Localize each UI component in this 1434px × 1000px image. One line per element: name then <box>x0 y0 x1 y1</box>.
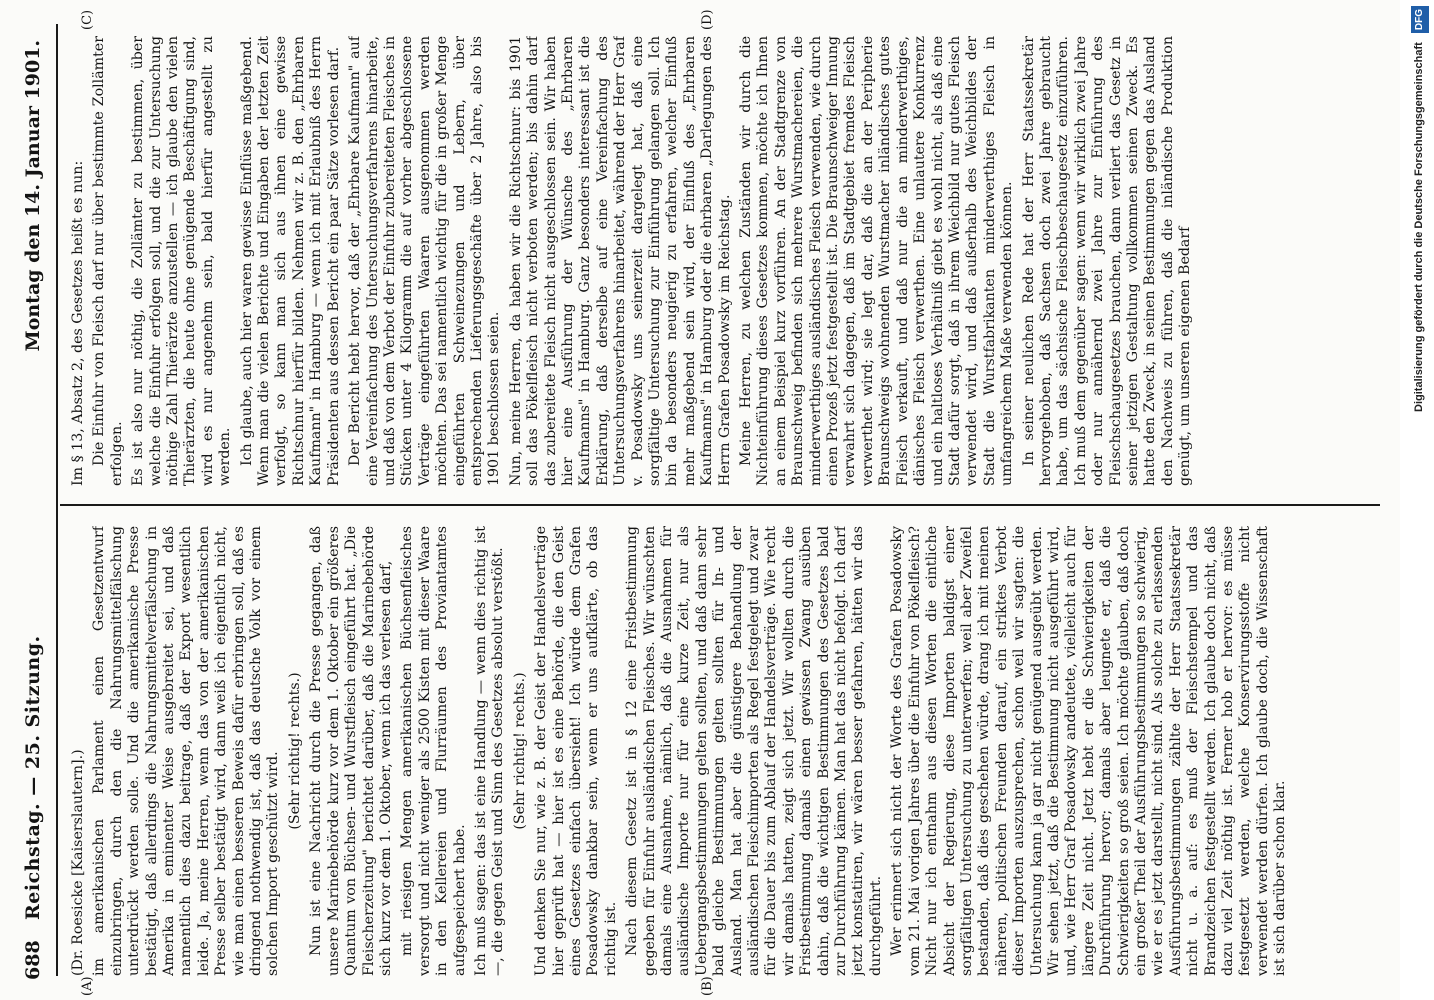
right-text-column <box>70 36 1380 486</box>
paragraph: (Sehr richtig! rechts.) <box>286 672 303 830</box>
margin-mark-a: (A) <box>80 976 95 996</box>
paragraph: (Dr. Roesicke [Kaiserslautern].) <box>70 749 86 976</box>
paragraph: Die Einfuhr von Fleisch darf nur über bestimmte Zollämter erfolgen. <box>91 36 125 486</box>
page-number: 688 <box>22 940 44 980</box>
margin-mark-c: (C) <box>80 9 95 30</box>
left-text-column <box>70 526 1380 976</box>
dfg-logo: DFG <box>1411 6 1429 33</box>
paragraph: Der Bericht hebt hervor, daß der „Ehrbare Kaufmann" auf eine Vereinfachung des Untersuchungsverfahrens hinarbeite, und daß von dem Verbot der Einfuhr zubereiteten Fleisches in Stücken unter 4 Kilogramm die auf vorher abgeschlossene Verträge eingeführten Waaren ausgenommen werden möchten. Das sei namentlich wichtig für die in großer Menge eingeführten Schweinezungen und Lebern, über entsprechenden Lieferungsgeschäfte über 2 Jahre, also bis 1901 beschlossen seien. <box>347 36 503 486</box>
paragraph: mit riesigen Mengen amerikanischen Büchsenfleisches versorgt und nicht weniger als 2500 Kisten mit dieser Waare in den Kellereien und Flurräumen des Proviantamtes aufgespeichert habe. <box>399 526 468 976</box>
paragraph: (Sehr richtig! rechts.) <box>511 672 528 830</box>
digitization-note: Digitalisierung gefördert durch die Deutsche Forschungsgemeinschaft <box>1413 42 1425 412</box>
paragraph: Nach diesem Gesetz ist in § 12 eine Fristbestimmung gegeben für Einfuhr ausländischen Fleisches. Wir wünschten damals eine Ausnahme, nämlich, daß die Ausnahmen für ausländische Importe nur für eine kurze Zeit, nur als Uebergangsbestimmungen gelten sollten, und daß dann sehr bald gleiche Bestimmungen gelten sollten für In- und Ausland. Man hat aber die günstigere Behandlung der ausländischen Fleischimporten als Regel festgelegt und zwar für die Dauer bis zum Ablauf der Handelsverträge. Wie recht wir damals hatten, zeigt sich jetzt. Wir wollten durch die Fristbestimmung damals einen gewissen Zwang ausüben dahin, daß die wichtigen Bestimmungen des Gesetzes bald zur Durchführung kämen. Man hat das nicht befolgt. Ich darf jetzt konstatiren, wir wären besser gefahren, hätten wir das durchgeführt. <box>624 526 884 976</box>
paragraph: Nun ist eine Nachricht durch die Presse gegangen, daß unsere Marinebehörde kurz vor dem 1. Oktober ein größeres Quantum von Büchsen- und Wurstfleisch eingeführt hat. „Die Fleischerzeitung" berichtet darüber, daß die Marinebehörde sich kurz vor dem 1. Oktober, wenn ich das verlesen darf, <box>308 526 394 976</box>
header-left-title: Reichstag. — 25. Sitzung. <box>22 635 44 920</box>
column-rule <box>60 504 1380 506</box>
page-header <box>14 40 54 980</box>
paragraph: Meine Herren, zu welchen Zuständen wir durch die Nichteinführung dieses Gesetzes kommen, möchte ich Ihnen an einem Beispiel kurz vorführen. An der Stadtgrenze von Braunschweig befinden sich mehrere Wurstmachereien, die minderwerthiges ausländisches Fleisch verwenden, wie durch einen Prozeß jetzt festgestellt ist. Die Braunschweiger Innung verwahrt sich dagegen, daß im Stadtgebiet fremdes Fleisch verwerthet wird; sie legt dar, daß die an der Peripherie Braunschweigs wohnenden Wurstmacher inländisches gutes Fleisch verkauft, und daß nur die an minderwerthiges, dänisches Fleisch verwerthen. Eine unlautere Konkurrenz und ein haltloses Verhältniß giebt es wohl nicht, als daß eine Stadt dafür sorgt, daß in ihrem Weichbild nur gutes Fleisch verwendet wird, und daß außerhalb des Weichbildes der Stadt die Wurstfabrikanten minderwerthiges Fleisch in umfangreichem Maße verwenden können. <box>738 36 1016 486</box>
paragraph: Ich glaube, auch hier waren gewisse Einflüsse maßgebend. Wenn man die vielen Berichte und Eingaben der letzten Zeit verfolgt, so kann man sich aus ihnen eine gewisse Richtschnur hierfür bilden. Nehmen wir z. B. den „Ehrbaren Kaufmann" in Hamburg — wenn ich mit Erlaubniß des Herrn Präsidenten aus dessen Bericht ein paar Sätze vorlesen darf. <box>238 36 342 486</box>
paragraph: Wer erinnert sich nicht der Worte des Grafen Posadowsky vom 21. Mai vorigen Jahres über die Einfuhr von Pökelfleisch? Nicht nur ich entnahm aus diesen Worten die eintliche Absicht der Regierung, diese Importen baldigst einer sorgfältigen Untersuchung zu unterwerfen; weil aber Zweifel bestanden, daß dies geschehen würde, drang ich mit meinen näheren, politischen Freunden darauf, ein striktes Verbot dieser Importen auszusprechen, schon weil wir sagten: die Untersuchung kann ja gar nicht genügend ausgeübt werden. Wir sehen jetzt, daß die Bestimmung nicht ausgeführt wird, und, wie Herr Graf Posadowsky andeutete, vielleicht auch für längere Zeit nicht. Jetzt hebt er die Schwierigkeiten der Durchführung hervor; damals aber leugnete er, daß die Schwierigkeiten so groß seien. Ich möchte glauben, daß doch ein großer Theil der Ausführungsbestimmungen so schwierig, wie er es jetzt darstellt, nicht sind. Als solche zu erlassenden Ausführungsbestimmungen zählte der Herr Staatssekretär nicht u. a. auf: es muß der Fleischstempel und das Brandzeichen festgestellt werden. Ich glaube doch nicht, daß dazu viel Zeit nöthig ist. Ferner hob er hervor: es müsse festgesetzt werden, welche Konservirungsstoffe nicht verwendet werden dürfen. Ich glaube doch, die Wissenschaft ist sich darüber schon klar. <box>889 526 1289 976</box>
paragraph: Und denken Sie nur, wie z. B. der Geist der Handelsverträge hier geprüft hat — hier ist es eine Behörde, die den Geist eines Gesetzes einfach übersieht! Ich würde dem Grafen Posadowsky dankbar sein, wenn er uns aufklärte, ob das richtig ist. <box>533 526 619 976</box>
header-rule <box>56 24 58 976</box>
header-right-title: Montag den 14. Januar 1901. <box>22 40 44 352</box>
paragraph: Es ist also nur nöthig, die Zollämter zu bestimmen, über welche die Einfuhr erfolgen soll, und die zur Untersuchung nöthige Zahl Thierärzte anzustellen — ich glaube den vielen Thierärzten, die heute ohne genügende Beschäftigung sind, wird es nur angenehm sein, bald hierfür angestellt zu werden. <box>130 36 234 486</box>
margin-mark-d: (D) <box>700 9 715 30</box>
paragraph: Im § 13, Absatz 2, des Gesetzes heißt es nun: <box>70 160 86 486</box>
paragraph: Ich muß sagen: das ist eine Handlung — wenn dies richtig ist —, die gegen Geist und Sinn des Gesetzes absolut verstößt. <box>472 526 507 976</box>
margin-mark-b: (B) <box>700 976 715 996</box>
paragraph: Nun, meine Herren, da haben wir die Richtschnur: bis 1901 soll das Pökelfleisch nicht verboten werden; bis dahin darf das zubereitete Fleisch nicht ausgeschlossen sein. Wir haben hier eine Ausführung der Wünsche des „Ehrbaren Kaufmanns" in Hamburg. Ganz besonders interessant ist die Erklärung, daß derselbe auf eine Vereinfachung des Untersuchungsverfahrens hinarbeitet, während der Herr Graf v. Posadowsky uns seinerzeit dargelegt hat, daß eine sorgfältige Untersuchung zur Einführung gelangen soll. Ich bin da besonders neugierig zu erfahren, welcher Einfluß mehr maßgebend sein wird, der Einfluß des „Ehrbaren Kaufmanns" in Hamburg oder die ehrbaren „Darlegungen des Herrn Grafen Posadowsky im Reichstag. <box>507 36 733 486</box>
paragraph: In seiner neulichen Rede hat der Herr Staatssekretär hervorgehoben, daß Sachsen doch zwei Jahre gebraucht habe, um das sächsische Fleischbeschaugesetz einzuführen. Ich muß dem gegenüber sagen: wenn wir wirklich zwei Jahre oder nur annähernd zwei Jahre zur Einführung des Fleischschaugesetzes brauchen, dann verliert das Gesetz in seiner jetzigen Gestaltung vollkommen seinen Zweck. Es hatte den Zweck, in seinen Bestimmungen gegen das Ausland den Nachweis zu führen, daß die inländische Produktion genügt, um unseren eigenen Bedarf <box>1020 36 1194 486</box>
digitization-sidebar <box>1406 6 1430 996</box>
paragraph: im amerikanischen Parlament einen Gesetzentwurf einzubringen, durch den die Nahrungsmittelfälschung unterdrückt werden solle. Und die amerikanische Presse bestätigt, daß allerdings die Nahrungsmittelverfälschung in Amerika in eminenter Weise ausgebreitet sei, und daß namentlich dies dazu beitrage, daß der Export wesentlich leide. Ja, meine Herren, wenn das von der amerikanischen Presse selber bestätigt wird, dann weiß ich eigentlich nicht, wie man einen besseren Beweis dafür erbringen soll, daß es dringend nothwendig ist, daß das deutsche Volk vor einem solchen Import geschützt wird. <box>91 526 282 976</box>
